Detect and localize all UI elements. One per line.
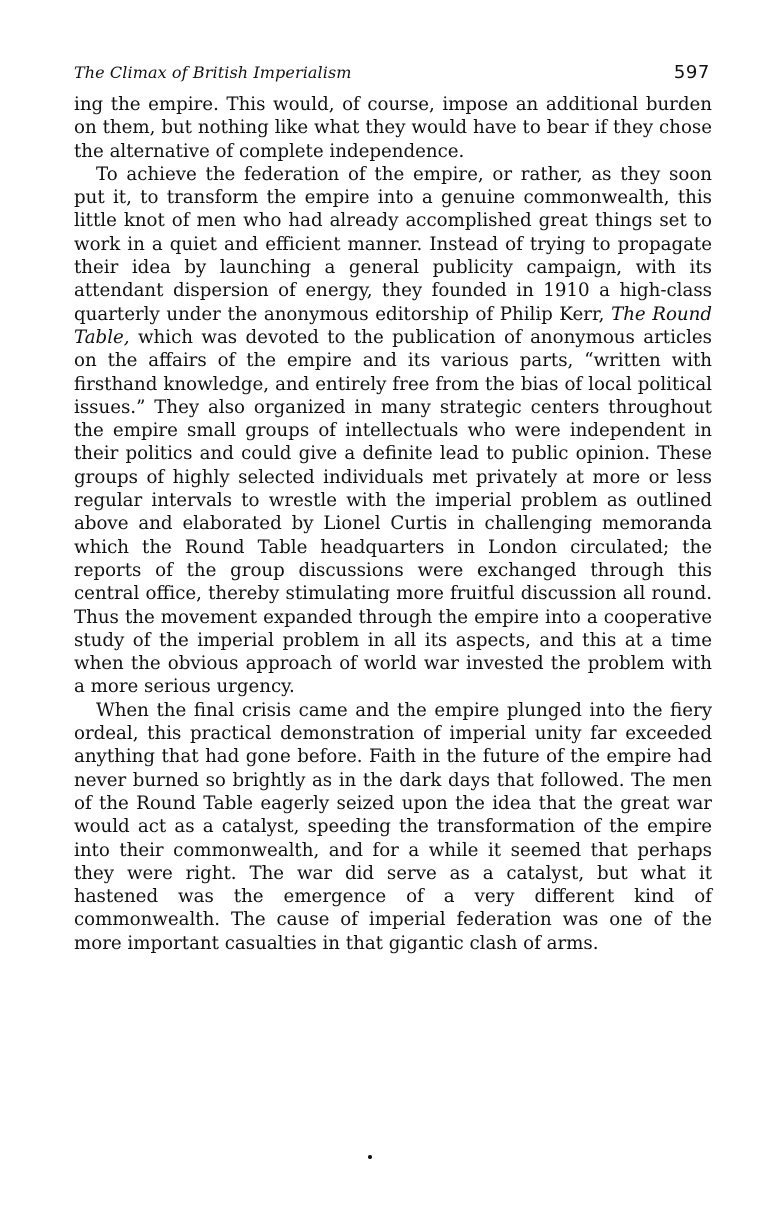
running-title: The Climax of British Imperialism bbox=[74, 63, 352, 82]
paragraph-2 bbox=[74, 163, 712, 699]
page-mark-dot bbox=[368, 1155, 372, 1159]
paragraph-2-text-b: which was devoted to the publication of anonymous articles on the affairs of the empire and its various parts, “written with firsthand knowledge, and entirely free from the bias of local political issues.” They also organized in many strategic centers throughout the empire small groups of intellectuals who were independent in their politics and could give a definite lead to public opinion. These groups of highly selected individuals met privately at more or less regular intervals to wrestle with the imperial problem as outlined above and elaborated by Lionel Curtis in challenging memoranda which the Round Table headquarters in London circulated; the reports of the group discussions were exchanged through this central office, thereby stimulating more fruitful discussion all round. Thus the movement expanded through the empire into a cooperative study of the imperial problem in all its aspects, and this at a time when the obvious approach of world war invested the problem with a more serious urgency. bbox=[74, 326, 712, 698]
page-number: 597 bbox=[673, 62, 710, 83]
book-page bbox=[74, 62, 712, 955]
journal-title: The Round Table, bbox=[74, 303, 712, 348]
paragraph-2-text-a: To achieve the federation of the empire, or rather, as they soon put it, to transform the empire into a genuine commonwealth, this little knot of men who had already accomplished great things set to work in a quiet and efficient manner. Instead of trying to propagate their idea by launching a general publicity campaign, with its attendant dispersion of energy, they founded in 1910 a high-class quarterly under the anonymous editorship of Philip Kerr, bbox=[74, 163, 712, 325]
running-header bbox=[74, 62, 712, 83]
paragraph-1-text: ing the empire. This would, of course, impose an additional burden on them, but nothing like what they would have to bear if they chose the alternative of complete independence. bbox=[74, 94, 712, 162]
paragraph-3-text: When the final crisis came and the empire plunged into the fiery ordeal, this practical demonstration of imperial unity far exceeded anything that had gone before. Faith in the future of the empire had never burned so brightly as in the dark days that followed. The men of the Round Table eagerly seized upon the idea that the great war would act as a catalyst, speeding the transformation of the empire into their commonwealth, and for a while it seemed that perhaps they were right. The war did serve as a catalyst, but what it hastened was the emergence of a very different kind of commonwealth. The cause of imperial federation was one of the more important casualties in that gigantic clash of arms. bbox=[74, 699, 712, 954]
body-text bbox=[74, 93, 712, 955]
paragraph-1 bbox=[74, 93, 712, 163]
paragraph-3 bbox=[74, 699, 712, 955]
